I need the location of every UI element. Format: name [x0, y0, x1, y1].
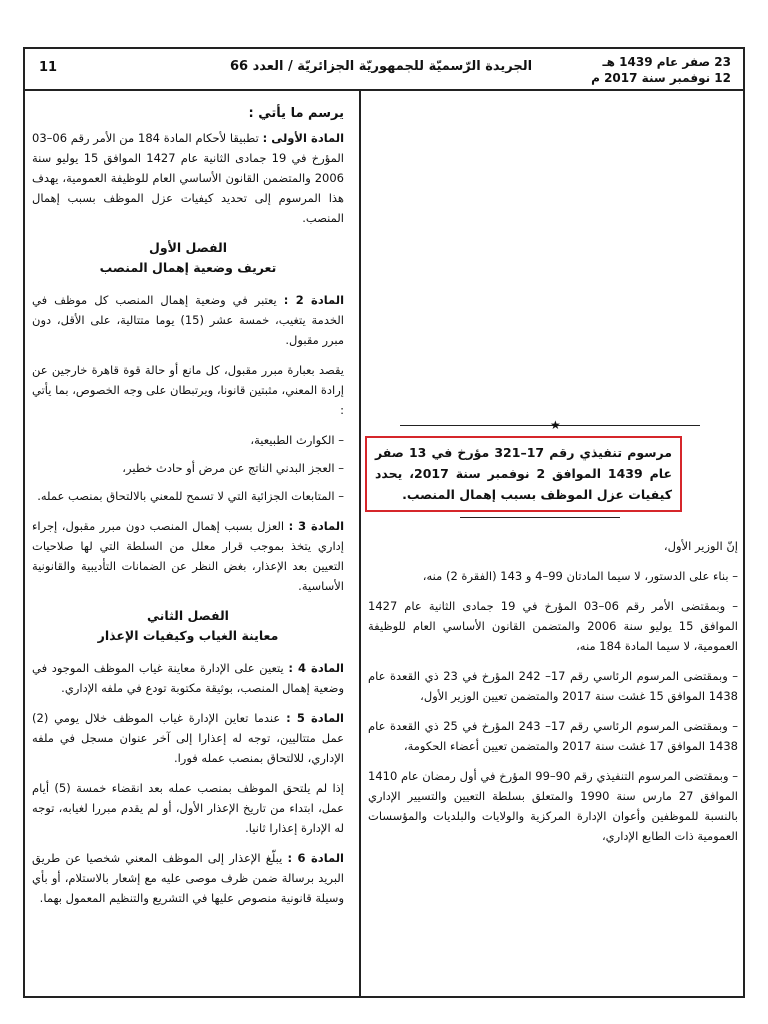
considerant: – بناء على الدستور، لا سيما المادتان 99–4 و 143 (الفقرة 2) منه، — [422, 569, 738, 583]
article-5-text: عندما تعاين الإدارة غياب الموظف خلال يومي (2) عمل متتاليين، توجه له إعذارا إلى آخر عنوان مسجل في ملفه الإداري، للالتحاق بمنصب عمله فورا. — [32, 711, 344, 765]
article-5 — [32, 708, 344, 768]
decree-title: مرسوم تنفيذي رقم 17–321 مؤرخ في 13 صفر عام 1439 الموافق 2 نوفمبر سنة 2017، يحدد كيفيات عزل الموظف بسبب إهمال المنصب. — [375, 445, 673, 502]
considerant: – وبمقتضى الأمر رقم 06–03 المؤرخ في 19 جمادى الثانية عام 1427 الموافق 15 يوليو سنة 2006 والمتضمن القانون الأساسي العام للوظيفة العمومية، لا سيما المادة 184 منه، — [368, 599, 739, 653]
left-column — [32, 104, 344, 918]
chapter-2-subtitle: معاينة الغياب وكيفيات الإعذار — [97, 628, 279, 643]
considerant: – وبمقتضى المرسوم الرئاسي رقم 17– 243 المؤرخ في 25 ذي القعدة عام 1438 الموافق 17 غشت سنة 2017 والمتضمن تعيين أعضاء الحكومة، — [368, 719, 738, 753]
decree-intro: يرسم ما يأتي : — [248, 106, 344, 121]
article-5-paragraph-2: إذا لم يلتحق الموظف بمنصب عمله بعد انقضاء خمسة (5) أيام عمل، ابتداء من تاريخ الإعذار الأول، أو لم يقدم مبررا لغيابه، توجه له الإدارة إعذارا ثانيا. — [32, 781, 344, 835]
article-2-text: يعتبر في وضعية إهمال المنصب كل موظف في الخدمة يتغيب، خمسة عشر (15) يوما متتالية، على الأقل، دون مبرر مقبول. — [32, 293, 344, 347]
chapter-1-subtitle: تعريف وضعية إهمال المنصب — [99, 260, 277, 275]
chapter-2-title: الفصل الثاني — [147, 608, 229, 623]
article-1-text: تطبيقا لأحكام المادة 184 من الأمر رقم 06–03 المؤرخ في 19 جمادى الثانية عام 1427 الموافق 15 يوليو سنة 2006 والمتضمن القانون الأساسي العام للوظيفة العمومية، يهدف هذا المرسوم إلى تحديد كيفيات عزل الموظف بسبب إهمال المنصب. — [32, 131, 344, 225]
article-6 — [32, 848, 344, 908]
decree-title-box — [365, 436, 682, 512]
article-2-label: المادة 2 : — [283, 293, 345, 307]
header-date — [591, 54, 731, 86]
article-4-text: يتعين على الإدارة معاينة غياب الموظف الموجود في وضعية إهمال المنصب، بوثيقة مكتوبة تودع في ملفه الإداري. — [32, 661, 344, 695]
star-icon: ★ — [550, 418, 561, 432]
list-item: – المتابعات الجزائية التي لا تسمح للمعني بالالتحاق بمنصب عمله. — [37, 489, 344, 503]
page-header — [25, 51, 743, 91]
header-date-gregorian: 12 نوفمبر سنة 2017 م — [591, 71, 731, 85]
gazette-title: الجريدة الرّسميّة للجمهوريّة الجزائريّة / العدد 66 — [230, 59, 533, 74]
article-6-text: يبلّغ الإعذار إلى الموظف المعني شخصيا عن طريق البريد برسالة ضمن ظرف موصى عليه مع إشعار بالاستلام، أو بأي وسيلة قانونية منصوص عليها في التشريع والتنظيم المعمول بهما. — [32, 851, 344, 905]
article-5-label: المادة 5 : — [286, 711, 344, 725]
page-number: 11 — [39, 60, 58, 75]
article-6-label: المادة 6 : — [287, 851, 344, 865]
considerant: – وبمقتضى المرسوم التنفيذي رقم 90–99 المؤرخ في أول رمضان عام 1410 الموافق 27 مارس سنة 1990 والمتعلق بسلطة التعيين والتسيير الإداري بالنسبة للموظفين وأعوان الإدارة المركزية والولايات والبلديات والمؤسسات العمومية ذات الطابع الإداري، — [368, 769, 738, 843]
article-2 — [32, 290, 344, 350]
article-4-label: المادة 4 : — [288, 661, 345, 675]
column-divider — [359, 90, 361, 996]
article-3-label: المادة 3 : — [288, 519, 345, 533]
list-item: – العجز البدني الناتج عن مرض أو حادث خطير، — [122, 461, 344, 475]
separator-line — [460, 517, 620, 518]
article-2-paragraph-2: يقصد بعبارة مبرر مقبول، كل مانع أو حالة قوة قاهرة خارجين عن إرادة المعني، مثبتين قانونا، ويرتبطان على وجه الخصوص، بما يأتي : — [32, 363, 344, 417]
article-1 — [32, 128, 344, 228]
chapter-1-title: الفصل الأول — [148, 240, 227, 255]
article-3-text: العزل بسبب إهمال المنصب دون مبرر مقبول، إجراء إداري يتخذ بموجب قرار معلل من السلطة التي لها صلاحيات التعيين بعد الإعذار، بغض النظر عن الضمانات التأديبية والقانونية الأساسية. — [32, 519, 344, 593]
list-item: – الكوارث الطبيعية، — [250, 433, 344, 447]
considerant: – وبمقتضى المرسوم الرئاسي رقم 17– 242 المؤرخ في 23 ذي القعدة عام 1438 الموافق 15 غشت سنة 2017 والمتضمن تعيين الوزير الأول، — [368, 669, 738, 703]
article-3 — [32, 516, 344, 596]
article-4 — [32, 658, 344, 698]
article-1-label: المادة الأولى : — [262, 131, 345, 145]
header-date-hijri: 23 صفر عام 1439 هـ — [602, 55, 731, 69]
minister-intro: إنّ الوزير الأول، — [663, 539, 738, 553]
right-column — [368, 536, 738, 856]
